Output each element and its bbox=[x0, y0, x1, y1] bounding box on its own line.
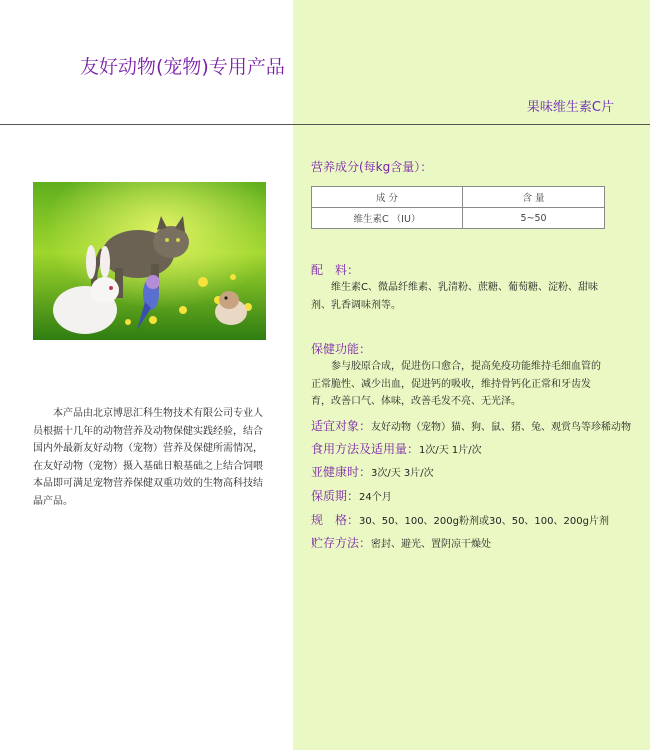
field-value: 24个月 bbox=[359, 492, 392, 503]
field-spec bbox=[311, 511, 609, 528]
field-label: 适宜对象： bbox=[311, 419, 372, 433]
pets-photo bbox=[33, 182, 266, 340]
nutrition-table bbox=[311, 186, 605, 229]
left-panel bbox=[0, 0, 293, 750]
field-value: 3次/天 3片/次 bbox=[371, 468, 434, 479]
field-value: 密封、避光、置阴凉干燥处 bbox=[371, 539, 492, 550]
function-text: 参与胶原合成，促进伤口愈合，提高免疫功能维持毛细血管的正常脆性、减少出血，促进钙的吸收，维持骨钙化正常和牙齿发育，改善口气、体味，改善毛发不亮、无光泽。 bbox=[311, 361, 601, 407]
field-value: 1次/天 1片/次 bbox=[419, 445, 482, 456]
field-storage bbox=[311, 534, 491, 551]
product-name: 果味维生素C片 bbox=[526, 100, 614, 115]
field-label: 亚健康时： bbox=[311, 465, 372, 479]
field-subhealth bbox=[311, 463, 434, 480]
field-value: 30、50、100、200g粉剂或30、50、100、200g片剂 bbox=[359, 516, 609, 527]
field-suitable bbox=[311, 417, 631, 434]
table-cell: 维生素C （IU） bbox=[312, 208, 463, 229]
table-cell: 5~50 bbox=[463, 208, 605, 229]
field-label: 规 格： bbox=[311, 513, 360, 527]
function-heading: 保健功能： bbox=[311, 342, 372, 356]
field-label: 食用方法及适用量： bbox=[311, 442, 420, 456]
table-header-row bbox=[312, 187, 605, 208]
field-label: 贮存方法： bbox=[311, 536, 372, 550]
nutrition-heading: 营养成分(每kg含量）： bbox=[311, 160, 433, 174]
field-shelf-life bbox=[311, 487, 392, 504]
table-row bbox=[312, 208, 605, 229]
intro-paragraph: 本产品由北京博思汇科生物技术有限公司专业人员根据十几年的动物营养及动物保健实践经验，结合国内外最新友好动物（宠物）营养及保健所需情况，在友好动物（宠物）摄入基础日粮基础之上结合饲喂本品即可满足宠物营养保健双重功效的生物高科技结晶产品。 bbox=[33, 408, 263, 507]
header-divider bbox=[0, 124, 650, 125]
field-usage bbox=[311, 440, 482, 457]
ingredients-heading: 配 料： bbox=[311, 263, 360, 277]
brand-title: 友好动物(宠物)专用产品 bbox=[80, 56, 285, 78]
field-value: 友好动物（宠物）猫、狗、鼠、猪、兔、观赏鸟等珍稀动物 bbox=[371, 422, 632, 433]
column-header: 成 分 bbox=[312, 187, 463, 208]
ingredients-text: 维生素C、微晶纤维素、乳清粉、蔗糖、葡萄糖、淀粉、甜味剂、乳香调味剂等。 bbox=[311, 282, 598, 311]
field-label: 保质期： bbox=[311, 489, 360, 503]
column-header: 含 量 bbox=[463, 187, 605, 208]
